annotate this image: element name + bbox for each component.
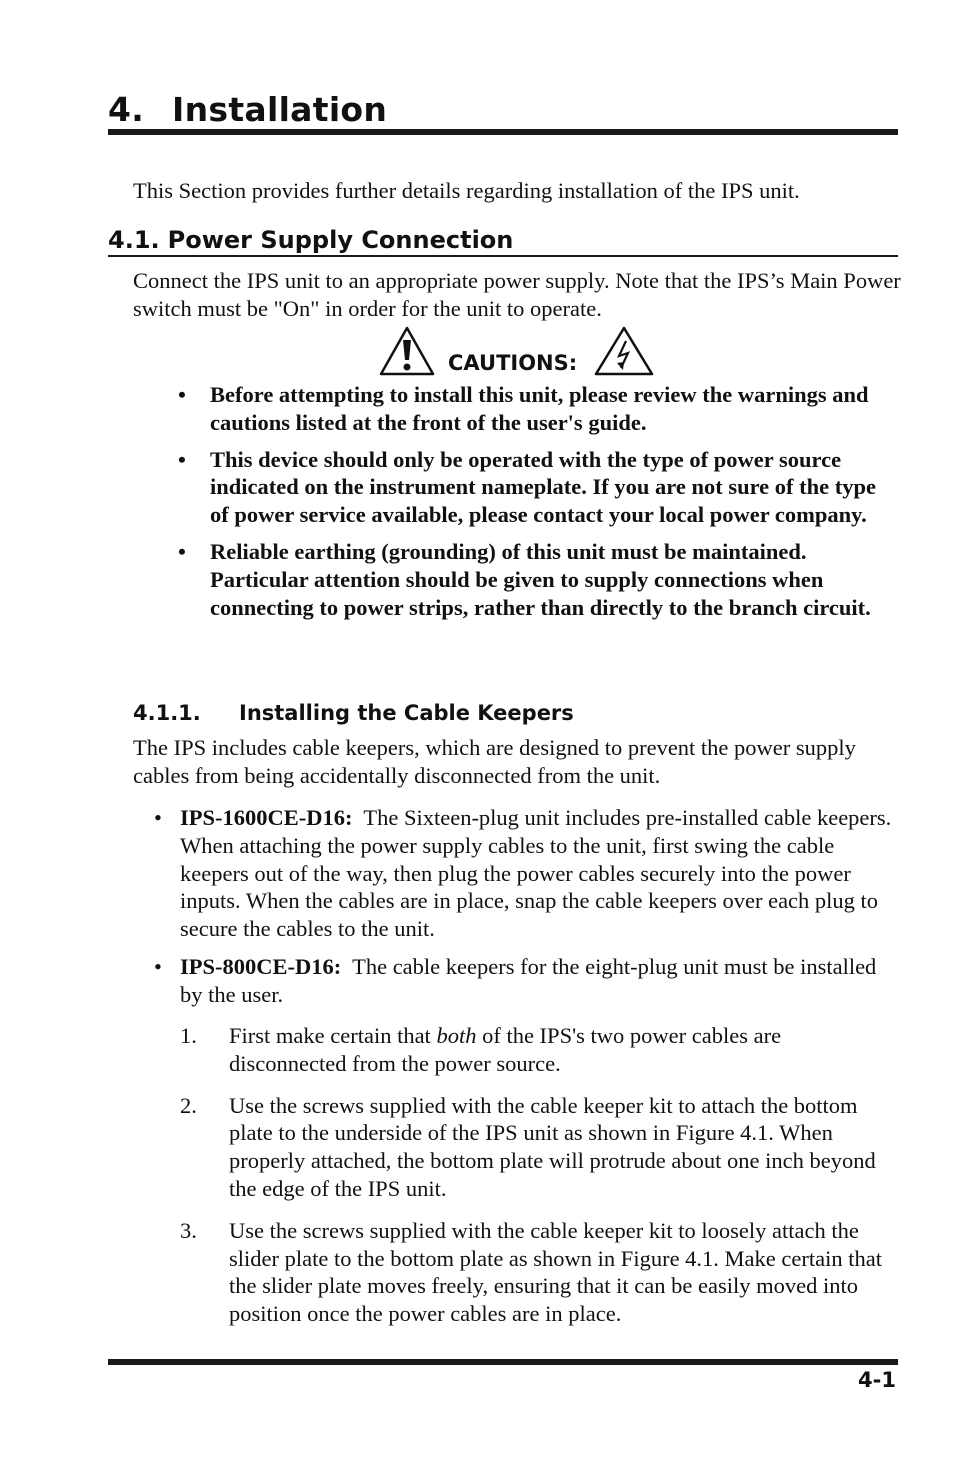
step-item — [180, 1217, 900, 1328]
model-list — [154, 804, 899, 1019]
list-item — [154, 804, 899, 943]
list-item — [178, 538, 878, 621]
page-number: 4-1 — [858, 1368, 896, 1392]
warning-triangle-icon — [378, 325, 436, 377]
steps-list — [180, 1022, 900, 1342]
step-item — [180, 1022, 900, 1078]
bullet: • — [154, 805, 162, 830]
section-number: 4.1. — [108, 226, 160, 254]
step-text: Use the screws supplied with the cable keeper kit to loosely attach the slider plate to the bottom plate as shown in Figure 4.1. Make certain that the slider plate moves freely, ensuring that it can be easily moved into position once the power cables are in place. — [229, 1217, 882, 1327]
section-rule — [108, 255, 898, 257]
section-paragraph: Connect the IPS unit to an appropriate power supply. Note that the IPS’s Main Power switch must be "On" in order for the unit to operate. — [133, 268, 901, 321]
model-name: IPS-1600CE-D16: — [180, 805, 353, 830]
caution-text: Reliable earthing (grounding) of this unit must be maintained. Particular attention should be given to supply connections when connecting to power strips, rather than directly to the branch circuit. — [210, 538, 871, 620]
chapter-number: 4. — [108, 90, 145, 129]
intro-paragraph: This Section provides further details regarding installation of the IPS unit. — [133, 178, 800, 203]
caution-text: Before attempting to install this unit, please review the warnings and cautions listed at the front of the user's guide. — [210, 382, 869, 435]
bullet: • — [178, 446, 186, 472]
chapter-title-text: Installation — [172, 90, 388, 129]
subsection-paragraph: The IPS includes cable keepers, which are designed to prevent the power supply cables from being accidentally disconnected from the unit. — [133, 735, 856, 788]
list-item — [178, 381, 878, 437]
cautions-list — [178, 381, 878, 630]
cautions-label: CAUTIONS: — [448, 351, 578, 375]
cautions-header — [378, 323, 655, 377]
subsection-title-text: Installing the Cable Keepers — [239, 701, 574, 725]
model-text: The cable keepers for the eight-plug unit must be installed by the user. — [180, 953, 877, 1007]
model-name: IPS-800CE-D16: — [180, 953, 342, 979]
step-text: First make certain that — [229, 1023, 437, 1048]
caution-text: This device should only be operated with the type of power source indicated on the instrument nameplate. If you are not sure of the type of power service available, please contact your local power company. — [210, 446, 877, 528]
step-text: Use the screws supplied with the cable keeper kit to attach the bottom plate to the underside of the IPS unit as shown in Figure 4.1. When properly attached, the bottom plate will protrude about one inch beyond the edge of the IPS unit. — [229, 1092, 876, 1201]
footer-rule — [108, 1359, 898, 1365]
step-number: 1. — [180, 1023, 197, 1048]
bullet: • — [178, 538, 186, 564]
model-text: The Sixteen-plug unit includes pre-installed cable keepers. When attaching the power supply cables to the unit, first swing the cable keepers out of the way, then plug the power cables securely into the power inputs. When the cables are in place, snap the cable keepers over each plug to secure the cables to the unit. — [180, 805, 892, 942]
subsection-title — [133, 701, 574, 725]
step-item — [180, 1092, 900, 1203]
chapter-rule — [108, 129, 898, 135]
electrical-hazard-icon — [593, 325, 655, 377]
list-item — [178, 446, 878, 529]
step-number: 3. — [180, 1217, 197, 1243]
bullet: • — [178, 382, 186, 407]
step-emphasis: both — [436, 1023, 477, 1048]
bullet: • — [154, 953, 162, 979]
list-item — [154, 953, 899, 1009]
step-number: 2. — [180, 1092, 197, 1118]
step-text: of the IPS's two power cables are disconnected from the power source. — [229, 1023, 782, 1076]
section-title — [108, 226, 513, 254]
section-title-text: Power Supply Connection — [167, 226, 514, 254]
subsection-number: 4.1.1. — [133, 701, 201, 725]
chapter-title — [108, 90, 387, 129]
